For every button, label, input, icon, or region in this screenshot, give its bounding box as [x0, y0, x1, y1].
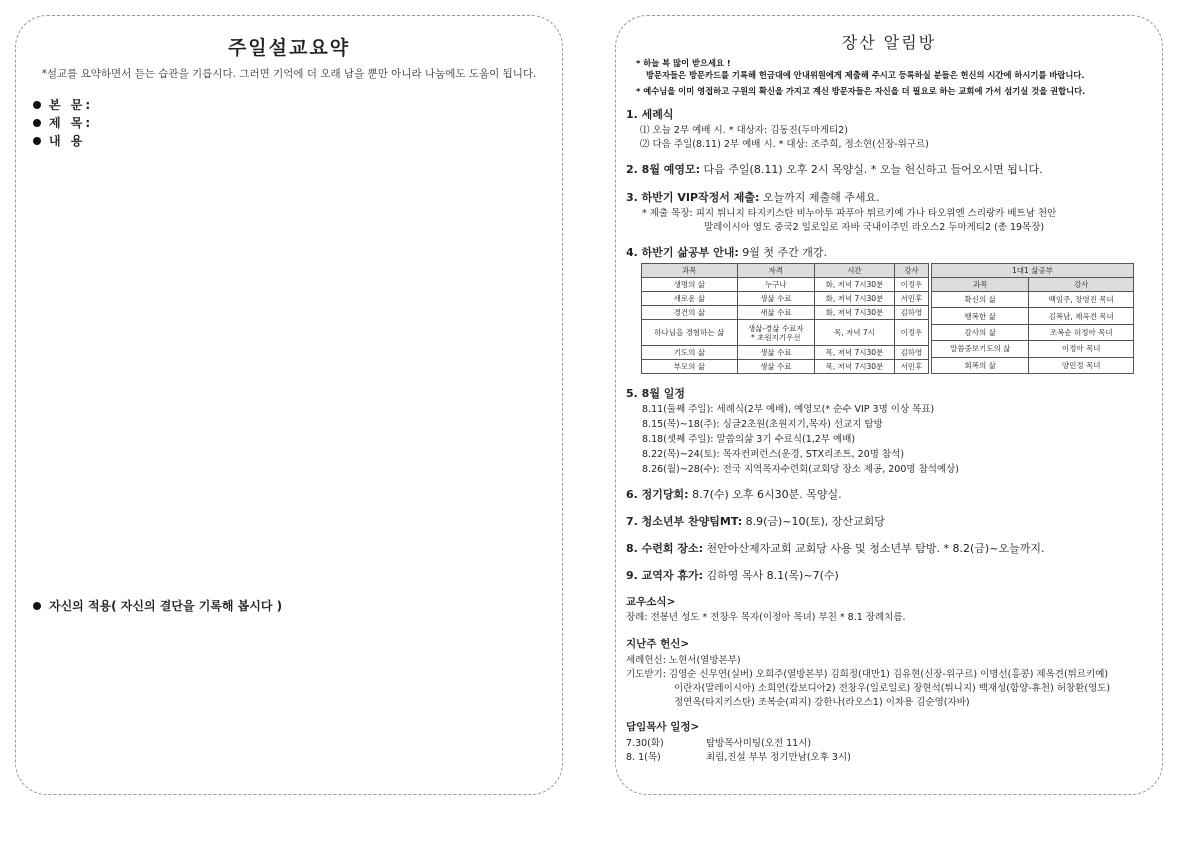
section-august-schedule: 5. 8월 일정 — [626, 387, 686, 400]
section-line: 8.22(목)~24(토): 목자컨퍼런스(운경, STX리조트, 20명 참석) — [642, 449, 905, 460]
section-line: 말레이시아 영도 중국2 일로일로 자바 국내이주민 라오스2 두마게티2 (총 19목장) — [704, 222, 1045, 233]
section-line: ⑵ 다음 주일(8.11) 2부 예배 시. * 대상: 조주희, 정소현(신장-위구르) — [640, 139, 929, 150]
table-row: 행복한 삶 김복남, 제옥견 목녀 — [932, 308, 1134, 324]
table-row: 새로운 삶 생삶 수료 화, 저녁 7시30분 서민후 — [642, 292, 929, 306]
field-content — [33, 132, 85, 149]
section-line: 8.26(월)~28(수): 전국 지역목자수련회(교회당 장소 제공, 200명 참석예상) — [642, 464, 959, 475]
sermon-summary-subtitle: *설교를 요약하면서 듣는 습관을 기릅시다. 그러면 기억에 더 오래 남을 뿐만 아니라 나눔에도 도움이 됩니다. — [41, 68, 537, 80]
table-row: 말씀중보기도의 삶 이정아 목녀 — [932, 341, 1134, 357]
notice-line: * 하늘 복 많이 받으세요 ! — [636, 58, 731, 68]
news-heading: 교우소식> — [626, 596, 676, 608]
section-line: 8.15(목)~18(주): 싱글2초원(초원지기,목자) 선교지 탐방 — [642, 419, 883, 430]
announcements-panel — [615, 15, 1163, 795]
section-line: * 제출 목장: 피지 튀니지 타지키스탄 비누아투 파푸아 튀르키예 가나 타오위엔 스리랑카 베트남 천안 — [642, 208, 1057, 219]
table-header: 시간 — [815, 264, 895, 278]
pastor-schedule-date: 7.30(화) — [626, 738, 664, 749]
field-title — [33, 114, 93, 131]
notice-line: 방문자들은 방문카드를 기록해 헌금대에 안내위원에게 제출해 주시고 등록하실 분들은 헌신의 시간에 하시기를 바랍니다. — [646, 70, 1085, 80]
news-line: 장례: 전봉년 성도 * 전창우 목자(이정아 목녀) 부친 * 8.1 장례치름. — [626, 612, 906, 623]
section-session: 6. 정기당회: 8.7(수) 오후 6시30분. 목양실. — [626, 488, 842, 501]
pastor-schedule-date: 8. 1(목) — [626, 752, 661, 763]
section-life-study: 4. 하반기 삶공부 안내: 9월 첫 주간 개강. — [626, 246, 827, 259]
field-label: 본 문: — [49, 98, 94, 112]
sermon-summary-title: 주일설교요약 — [227, 37, 351, 59]
section-vacation: 9. 교역자 휴가: 김하영 목사 8.1(목)~7(수) — [626, 569, 839, 582]
table-row: 하나님을 경험하는 삶 생삶-경삶 수료자 * 초원지기우선 목, 저녁 7시 이정우 — [642, 320, 929, 346]
pastor-schedule-item: 최림,진설 부부 정기만남(오후 3시) — [706, 752, 851, 763]
section-line: 8.11(둘째 주일): 세례식(2부 예배), 예영모(* 순수 VIP 3명 이상 목표) — [642, 404, 935, 415]
offering-heading: 지난주 헌신> — [626, 638, 690, 650]
section-baptism: 1. 세례식 — [626, 108, 674, 121]
table-row: 확신의 삶 백임주, 장영진 목녀 — [932, 292, 1134, 308]
table-row: 생명의 삶 누구나 화, 저녁 7시30분 이정우 — [642, 278, 929, 292]
section-retreat: 8. 수련회 장소: 천안아산제자교회 교회당 사용 및 청소년부 탐방. * 8.2(금)~오늘까지. — [626, 542, 1045, 555]
announcements-title: 장산 알림방 — [841, 33, 937, 52]
field-scripture — [33, 96, 93, 113]
field-label: 내 용 — [49, 134, 86, 148]
bullet-icon — [33, 119, 41, 127]
offering-line: 세례헌신: 노현서(열방본부) — [626, 655, 741, 666]
table-header: 과목 — [642, 264, 738, 278]
life-study-table — [641, 263, 929, 374]
section-youth-mt: 7. 청소년부 찬양팀MT: 8.9(금)~10(토), 장산교회당 — [626, 515, 885, 528]
offering-line: 이란자(말레이시아) 소희연(캄보디아2) 전창우(일로일로) 장현석(튀니지) 백재성(함양-휴천) 허창환(영도) — [674, 683, 1111, 694]
table-header: 강사 — [894, 264, 928, 278]
table-row: 감사의 삶 조복순 허정아 목녀 — [932, 324, 1134, 340]
bullet-icon — [33, 602, 41, 610]
table-row: 경건의 삶 새삶 수료 화, 저녁 7시30분 김하영 — [642, 306, 929, 320]
table-row: 기도의 삶 생삶 수료 목, 저녁 7시30분 김하영 — [642, 346, 929, 360]
one-on-one-table — [931, 263, 1134, 374]
table-header: 강사 — [1029, 278, 1134, 292]
table-row: 회복의 삶 양민정 목녀 — [932, 357, 1134, 373]
pastor-schedule-item: 탐방목사미팅(오전 11시) — [706, 738, 812, 749]
table-header: 자격 — [737, 264, 814, 278]
bullet-icon — [33, 137, 41, 145]
field-label: 자신의 적용( 자신의 결단을 기록해 봅시다 ) — [49, 599, 283, 613]
table-header: 과목 — [932, 278, 1029, 292]
table-row: 부모의 삶 생삶 수료 목, 저녁 7시30분 서민후 — [642, 360, 929, 374]
field-application — [33, 597, 282, 614]
section-vip: 3. 하반기 VIP작정서 제출: 오늘까지 제출해 주세요. — [626, 191, 880, 204]
offering-line: 기도받기: 김영순 신무연(실버) 오희주(열방본부) 김희정(대만1) 김유현(신장-위구르) 이명선(홍콩) 제옥견(튀르키예) — [626, 669, 1109, 680]
bullet-icon — [33, 101, 41, 109]
pastor-schedule-heading: 담임목사 일정> — [626, 721, 700, 733]
sermon-summary-panel — [15, 15, 563, 795]
offering-line: 정연옥(타지키스탄) 조복순(피지) 강한나(라오스1) 이차용 김순영(자바) — [674, 697, 970, 708]
section-line: 8.18(셋째 주일): 말씀의삶 3기 수료식(1,2부 예배) — [642, 434, 856, 445]
section-line: ⑴ 오늘 2부 예배 시. * 대상자: 김동진(두마게티2) — [640, 125, 848, 136]
section-yeyoungmo: 2. 8월 예영모: 다음 주일(8.11) 오후 2시 목양실. * 오늘 헌신하고 들어오시면 됩니다. — [626, 163, 1043, 176]
notice-line: * 예수님을 이미 영접하고 구원의 확신을 가지고 계신 방문자들은 자신을 더 필요로 하는 교회에 가서 섬기실 것을 권합니다. — [636, 86, 1086, 96]
field-label: 제 목: — [49, 116, 94, 130]
table-title: 1대1 삶공부 — [932, 264, 1134, 278]
